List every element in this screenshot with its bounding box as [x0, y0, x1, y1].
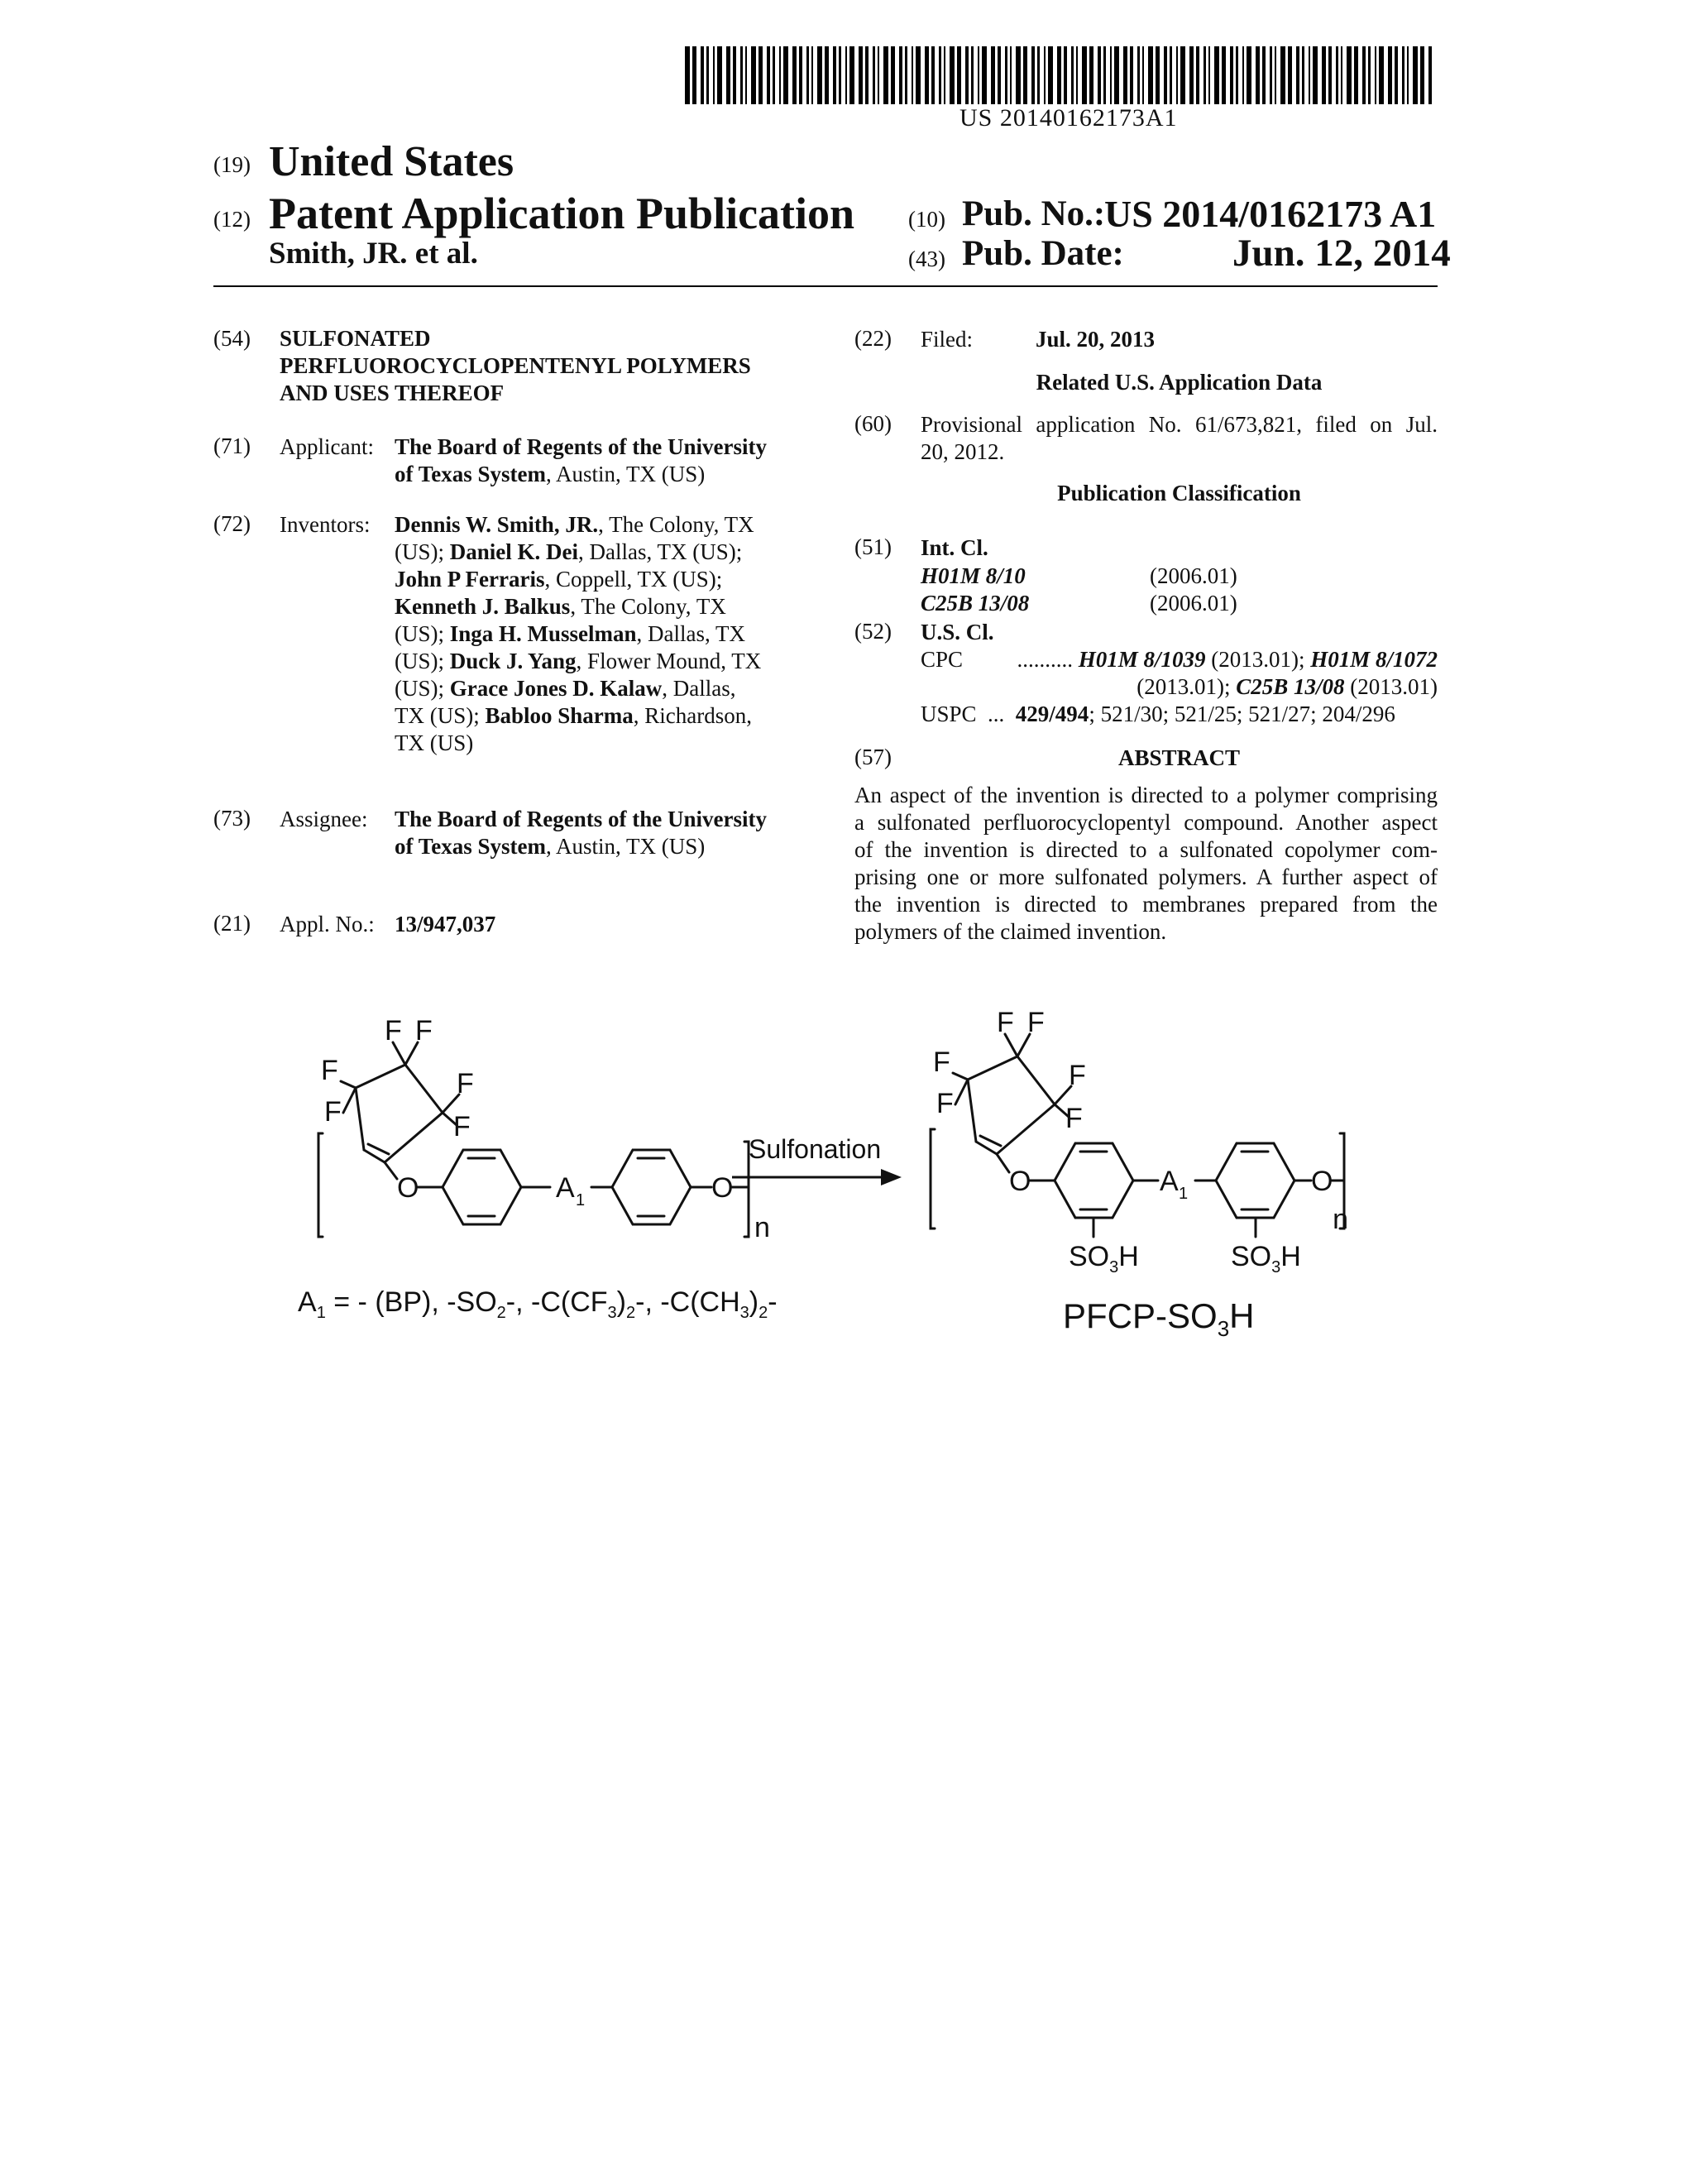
invention-title	[280, 325, 751, 407]
atom-label: F	[415, 1015, 433, 1046]
uspc-label: USPC	[921, 702, 977, 726]
abstract-line: a sulfonated perfluorocyclopentyl compound. Another aspect	[854, 810, 1438, 835]
so3h-subscript: 3	[1271, 1258, 1281, 1276]
atom-label: F	[1065, 1103, 1083, 1134]
inventor-line: Smith, JR. et al.	[269, 237, 478, 271]
cpc-date: (2013.01)	[1344, 674, 1438, 699]
inventor-name: Grace Jones D. Kalaw	[449, 676, 663, 701]
int-cl-code: H01M 8/10	[921, 563, 1026, 588]
product-name-part: PFCP-SO	[1063, 1296, 1218, 1335]
ether-bond	[385, 1162, 397, 1179]
inventor-location: , Dallas, TX (US);	[578, 539, 743, 564]
legend-sub: 2	[758, 1304, 768, 1322]
so3h-h: H	[1118, 1241, 1139, 1272]
legend-text: )	[749, 1286, 759, 1318]
benzene-ring	[1216, 1143, 1294, 1218]
inid-code-52: (52)	[854, 619, 892, 644]
legend-a: A	[298, 1286, 317, 1318]
inventor-name: Babloo Sharma	[485, 703, 634, 728]
us-cl-label: U.S. Cl.	[921, 620, 994, 644]
cpc-code: H01M 8/1072	[1310, 647, 1438, 672]
applicant-org: The Board of Regents of the University	[395, 434, 767, 459]
applicant-value	[395, 433, 767, 488]
reaction-arrow	[732, 1134, 902, 1185]
assignee-org: The Board of Regents of the University	[395, 807, 767, 831]
ring-bonds	[968, 1056, 1055, 1154]
inid-code-10: (10)	[908, 207, 945, 232]
repeat-index: n	[1333, 1204, 1348, 1235]
inid-code-73: (73)	[213, 806, 251, 831]
cpc-line-1	[979, 646, 1438, 673]
uspc-line	[921, 701, 1395, 728]
atom-label: O	[397, 1172, 419, 1204]
provisional-line: 20, 2012.	[921, 439, 1005, 464]
inventors-label: Inventors:	[280, 512, 371, 537]
left-bracket	[318, 1133, 323, 1237]
inventor-location: (US);	[395, 621, 450, 646]
inid-code-71: (71)	[213, 433, 251, 458]
atom-label: F	[457, 1068, 474, 1099]
inventor-location: (US);	[395, 539, 450, 564]
atom-label: F	[933, 1046, 950, 1078]
atom-label: A	[556, 1172, 575, 1204]
assignee-org: of Texas System	[395, 834, 547, 859]
filed-label: Filed:	[921, 327, 974, 352]
atom-subscript: 1	[576, 1191, 586, 1209]
f-bond	[343, 1088, 356, 1113]
inventor-location: (US);	[395, 676, 450, 701]
atom-label: O	[711, 1172, 734, 1204]
inventor-name: Duck J. Yang	[449, 649, 577, 673]
abstract-line: prising one or more sulfonated polymers. A further aspect of	[854, 864, 1438, 889]
abstract-heading: ABSTRACT	[1117, 745, 1241, 770]
applicant-location: , Austin, TX (US)	[546, 462, 706, 486]
legend-text: = - (BP), -SO	[325, 1286, 497, 1318]
left-bracket	[931, 1129, 935, 1228]
int-cl-code: C25B 13/08	[921, 591, 1030, 615]
uspc-main: 429/494	[1015, 702, 1089, 726]
legend-sub: 3	[739, 1304, 749, 1322]
inventor-location: TX (US)	[395, 730, 474, 755]
assignee-value	[395, 806, 767, 860]
sulfonic-acid-group	[1231, 1241, 1301, 1276]
inventors-list	[395, 511, 808, 757]
product-name-part: H	[1229, 1296, 1255, 1335]
inventor-name: Inga H. Musselman	[449, 621, 637, 646]
atom-label: F	[936, 1088, 954, 1119]
legend-text: -, -C(CF	[505, 1286, 608, 1318]
barcode-number: US 20140162173A1	[959, 104, 1178, 132]
a1-definition	[298, 1286, 778, 1322]
f-bond	[955, 1080, 968, 1104]
int-cl-date: (2006.01)	[1150, 563, 1237, 588]
sulfonic-acid-group	[1069, 1241, 1139, 1276]
atom-label: F	[385, 1015, 402, 1046]
legend-sub: 3	[607, 1304, 617, 1322]
provisional-line: Provisional application No. 61/673,821, filed on Jul.	[921, 412, 1438, 437]
title-line: AND USES THEREOF	[280, 381, 505, 405]
inventor-location: , Richardson,	[633, 703, 753, 728]
inid-code-21: (21)	[213, 911, 251, 936]
benzene-ring	[612, 1150, 691, 1224]
atom-subscript: 1	[1179, 1185, 1189, 1203]
abstract-line: the invention is directed to membranes prepared from the	[854, 892, 1438, 917]
inid-code-19: (19)	[213, 152, 251, 177]
legend-text: -	[768, 1286, 778, 1318]
inid-code-72: (72)	[213, 511, 251, 536]
inid-code-43: (43)	[908, 247, 945, 271]
abstract-body	[854, 782, 1438, 946]
arrow-label: Sulfonation	[749, 1134, 882, 1164]
cpc-date: (2013.01);	[1137, 674, 1237, 699]
inventor-location: , Coppell, TX (US);	[544, 567, 723, 592]
legend-text: )	[616, 1286, 626, 1318]
so3h-so: SO	[1231, 1241, 1272, 1272]
cpc-code: C25B 13/08	[1236, 674, 1345, 699]
abstract-line: An aspect of the invention is directed to a polymer comprising	[854, 783, 1438, 807]
benzene-ring	[1055, 1143, 1133, 1218]
inventor-location: , Dallas,	[662, 676, 736, 701]
inventor-name: John P Ferraris	[395, 567, 545, 592]
atom-label: F	[997, 1007, 1014, 1038]
so3h-h: H	[1280, 1241, 1301, 1272]
product-structure	[931, 1034, 1344, 1237]
pub-date-label: Pub. Date:	[962, 234, 1124, 273]
so3h-so: SO	[1069, 1241, 1110, 1272]
document-type-title: Patent Application Publication	[269, 189, 855, 238]
appl-no-label: Appl. No.:	[280, 912, 375, 936]
product-name	[1063, 1296, 1255, 1341]
double-bond	[368, 1144, 389, 1154]
inventor-location: , The Colony, TX	[598, 512, 754, 537]
atom-label: F	[321, 1055, 338, 1086]
legend-text: -, -C(CH	[635, 1286, 740, 1318]
title-line: SULFONATED	[280, 326, 431, 351]
cpc-code: H01M 8/1039	[1078, 647, 1206, 672]
barcode	[685, 46, 1439, 104]
inventor-location: TX (US);	[395, 703, 486, 728]
chemical-reaction-figure	[273, 989, 1348, 1377]
legend-sub: 1	[316, 1304, 326, 1322]
inventor-name: Daniel K. Dei	[449, 539, 578, 564]
applicant-org: of Texas System	[395, 462, 547, 486]
filed-value: Jul. 20, 2013	[1036, 327, 1156, 352]
inventor-name: Kenneth J. Balkus	[395, 594, 571, 619]
uspc-dots: ...	[988, 702, 1005, 726]
pub-no-label: Pub. No.:	[962, 194, 1106, 233]
country-title: United States	[269, 138, 514, 185]
appl-no-value: 13/947,037	[395, 912, 496, 936]
inid-code-57: (57)	[854, 745, 892, 769]
cpc-label: CPC	[921, 647, 964, 672]
inventor-location: , The Colony, TX	[570, 594, 726, 619]
abstract-line: polymers of the claimed invention.	[854, 919, 1167, 944]
product-labels	[933, 1007, 1348, 1276]
so3h-subscript: 3	[1109, 1258, 1119, 1276]
atom-label: O	[1311, 1166, 1333, 1197]
cpc-date: (2013.01);	[1205, 647, 1311, 672]
atom-label: A	[1160, 1166, 1179, 1197]
atom-label: F	[1069, 1060, 1086, 1091]
inid-code-60: (60)	[854, 411, 892, 436]
pub-date-value: Jun. 12, 2014	[1232, 232, 1451, 275]
reactant-structure	[318, 1042, 749, 1237]
pub-no-value: US 2014/0162173 A1	[1104, 193, 1437, 235]
title-line: PERFLUOROCYCLOPENTENYL POLYMERS	[280, 353, 751, 378]
inid-code-12: (12)	[213, 207, 251, 232]
int-cl-date: (2006.01)	[1150, 591, 1237, 615]
uspc-other: ; 521/30; 521/25; 521/27; 204/296	[1089, 702, 1395, 726]
provisional-application	[921, 411, 1438, 466]
ring-bonds	[356, 1065, 443, 1162]
applicant-label: Applicant:	[280, 434, 374, 459]
inventor-location: , Flower Mound, TX	[576, 649, 762, 673]
f-bond	[953, 1073, 968, 1080]
double-bond	[980, 1136, 1001, 1146]
inid-code-51: (51)	[854, 534, 892, 559]
assignee-label: Assignee:	[280, 807, 368, 831]
atom-label: F	[453, 1111, 471, 1142]
inventor-location: (US);	[395, 649, 450, 673]
inid-code-54: (54)	[213, 326, 251, 351]
cpc-line-2	[979, 673, 1438, 701]
inventor-name: Dennis W. Smith, JR.	[395, 512, 599, 537]
inventor-location: , Dallas, TX	[636, 621, 746, 646]
assignee-location: , Austin, TX (US)	[546, 834, 706, 859]
int-cl-label: Int. Cl.	[921, 535, 988, 560]
atom-label: O	[1009, 1166, 1031, 1197]
repeat-index: n	[754, 1212, 770, 1243]
atom-label: F	[1027, 1007, 1045, 1038]
classification-heading: Publication Classification	[1057, 481, 1301, 505]
cpc-dots: ..........	[1017, 647, 1073, 672]
reactant-labels	[321, 1015, 770, 1243]
abstract-line: of the invention is directed to a sulfonated copolymer com-	[854, 837, 1438, 862]
product-subscript: 3	[1217, 1316, 1230, 1341]
ether-bond	[997, 1154, 1009, 1172]
related-data-heading: Related U.S. Application Data	[1036, 370, 1323, 395]
f-bond	[341, 1081, 356, 1088]
benzene-ring	[443, 1150, 521, 1224]
legend-sub: 2	[626, 1304, 636, 1322]
inid-code-22: (22)	[854, 326, 892, 351]
header-divider	[213, 285, 1438, 287]
atom-label: F	[324, 1096, 342, 1128]
legend-sub: 2	[496, 1304, 506, 1322]
